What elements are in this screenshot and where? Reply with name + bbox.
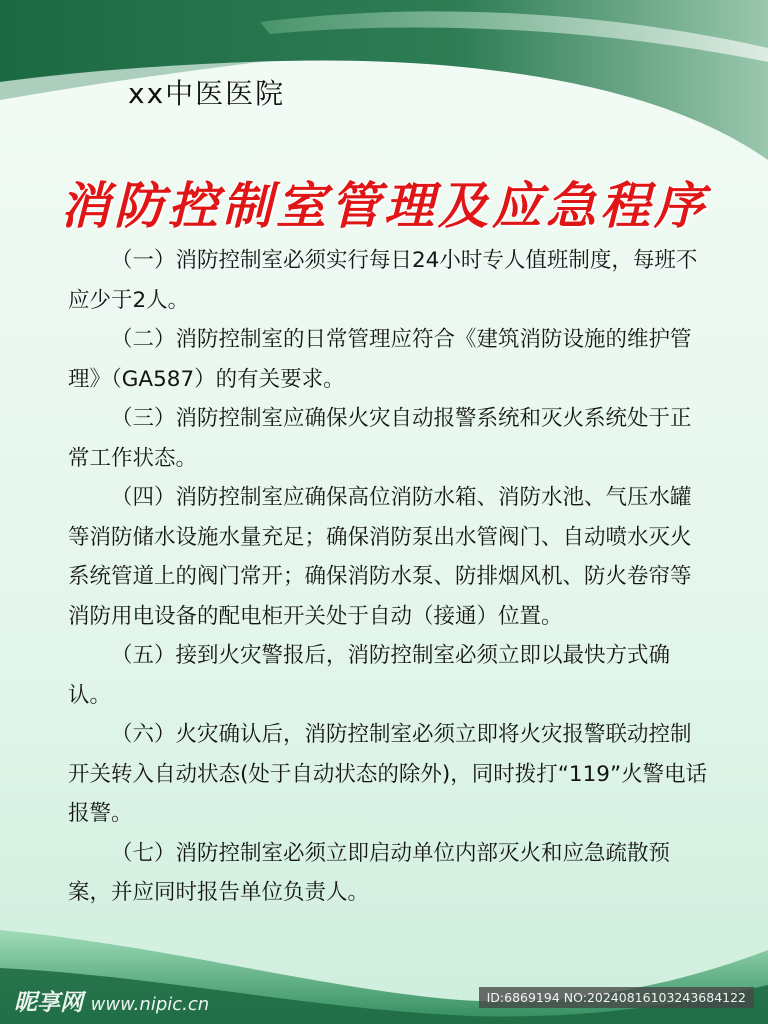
regulation-item: （七）消防控制室必须立即启动单位内部灭火和应急疏散预案，并应同时报告单位负责人。 bbox=[68, 840, 671, 905]
regulation-item: （六）火灾确认后，消防控制室必须立即将火灾报警联动控制开关转入自动状态(处于自动状态的除外)，同时拨打“119”火警电话报警。 bbox=[68, 722, 708, 826]
regulation-item: （五）接到火灾警报后，消防控制室必须立即以最快方式确认。 bbox=[68, 643, 671, 708]
regulation-item: （二）消防控制室的日常管理应符合《建筑消防设施的维护管理》（GA587）的有关要求。 bbox=[68, 327, 692, 392]
watermark-brand: 昵享网 bbox=[14, 990, 83, 1016]
page-title: 消防控制室管理及应急程序 bbox=[60, 176, 708, 235]
hospital-name: xx中医医院 bbox=[128, 77, 286, 110]
watermark-url: www.nipic.cn bbox=[90, 994, 210, 1015]
regulation-list bbox=[68, 241, 710, 913]
regulation-item: （一）消防控制室必须实行每日24小时专人值班制度，每班不应少于2人。 bbox=[68, 248, 698, 313]
image-id-label: ID:6869194 NO:20240816103243684122 bbox=[479, 987, 754, 1008]
watermark bbox=[14, 984, 209, 1017]
regulation-item: （四）消防控制室应确保高位消防水箱、消防水池、气压水罐等消防储水设施水量充足；确保消防泵出水管阀门、自动喷水灭火系统管道上的阀门常开；确保消防水泵、防排烟风机、防火卷帘等消防用电设备的配电柜开关处于自动（接通）位置。 bbox=[68, 485, 692, 629]
regulation-item: （三）消防控制室应确保火灾自动报警系统和灭火系统处于正常工作状态。 bbox=[68, 406, 692, 471]
